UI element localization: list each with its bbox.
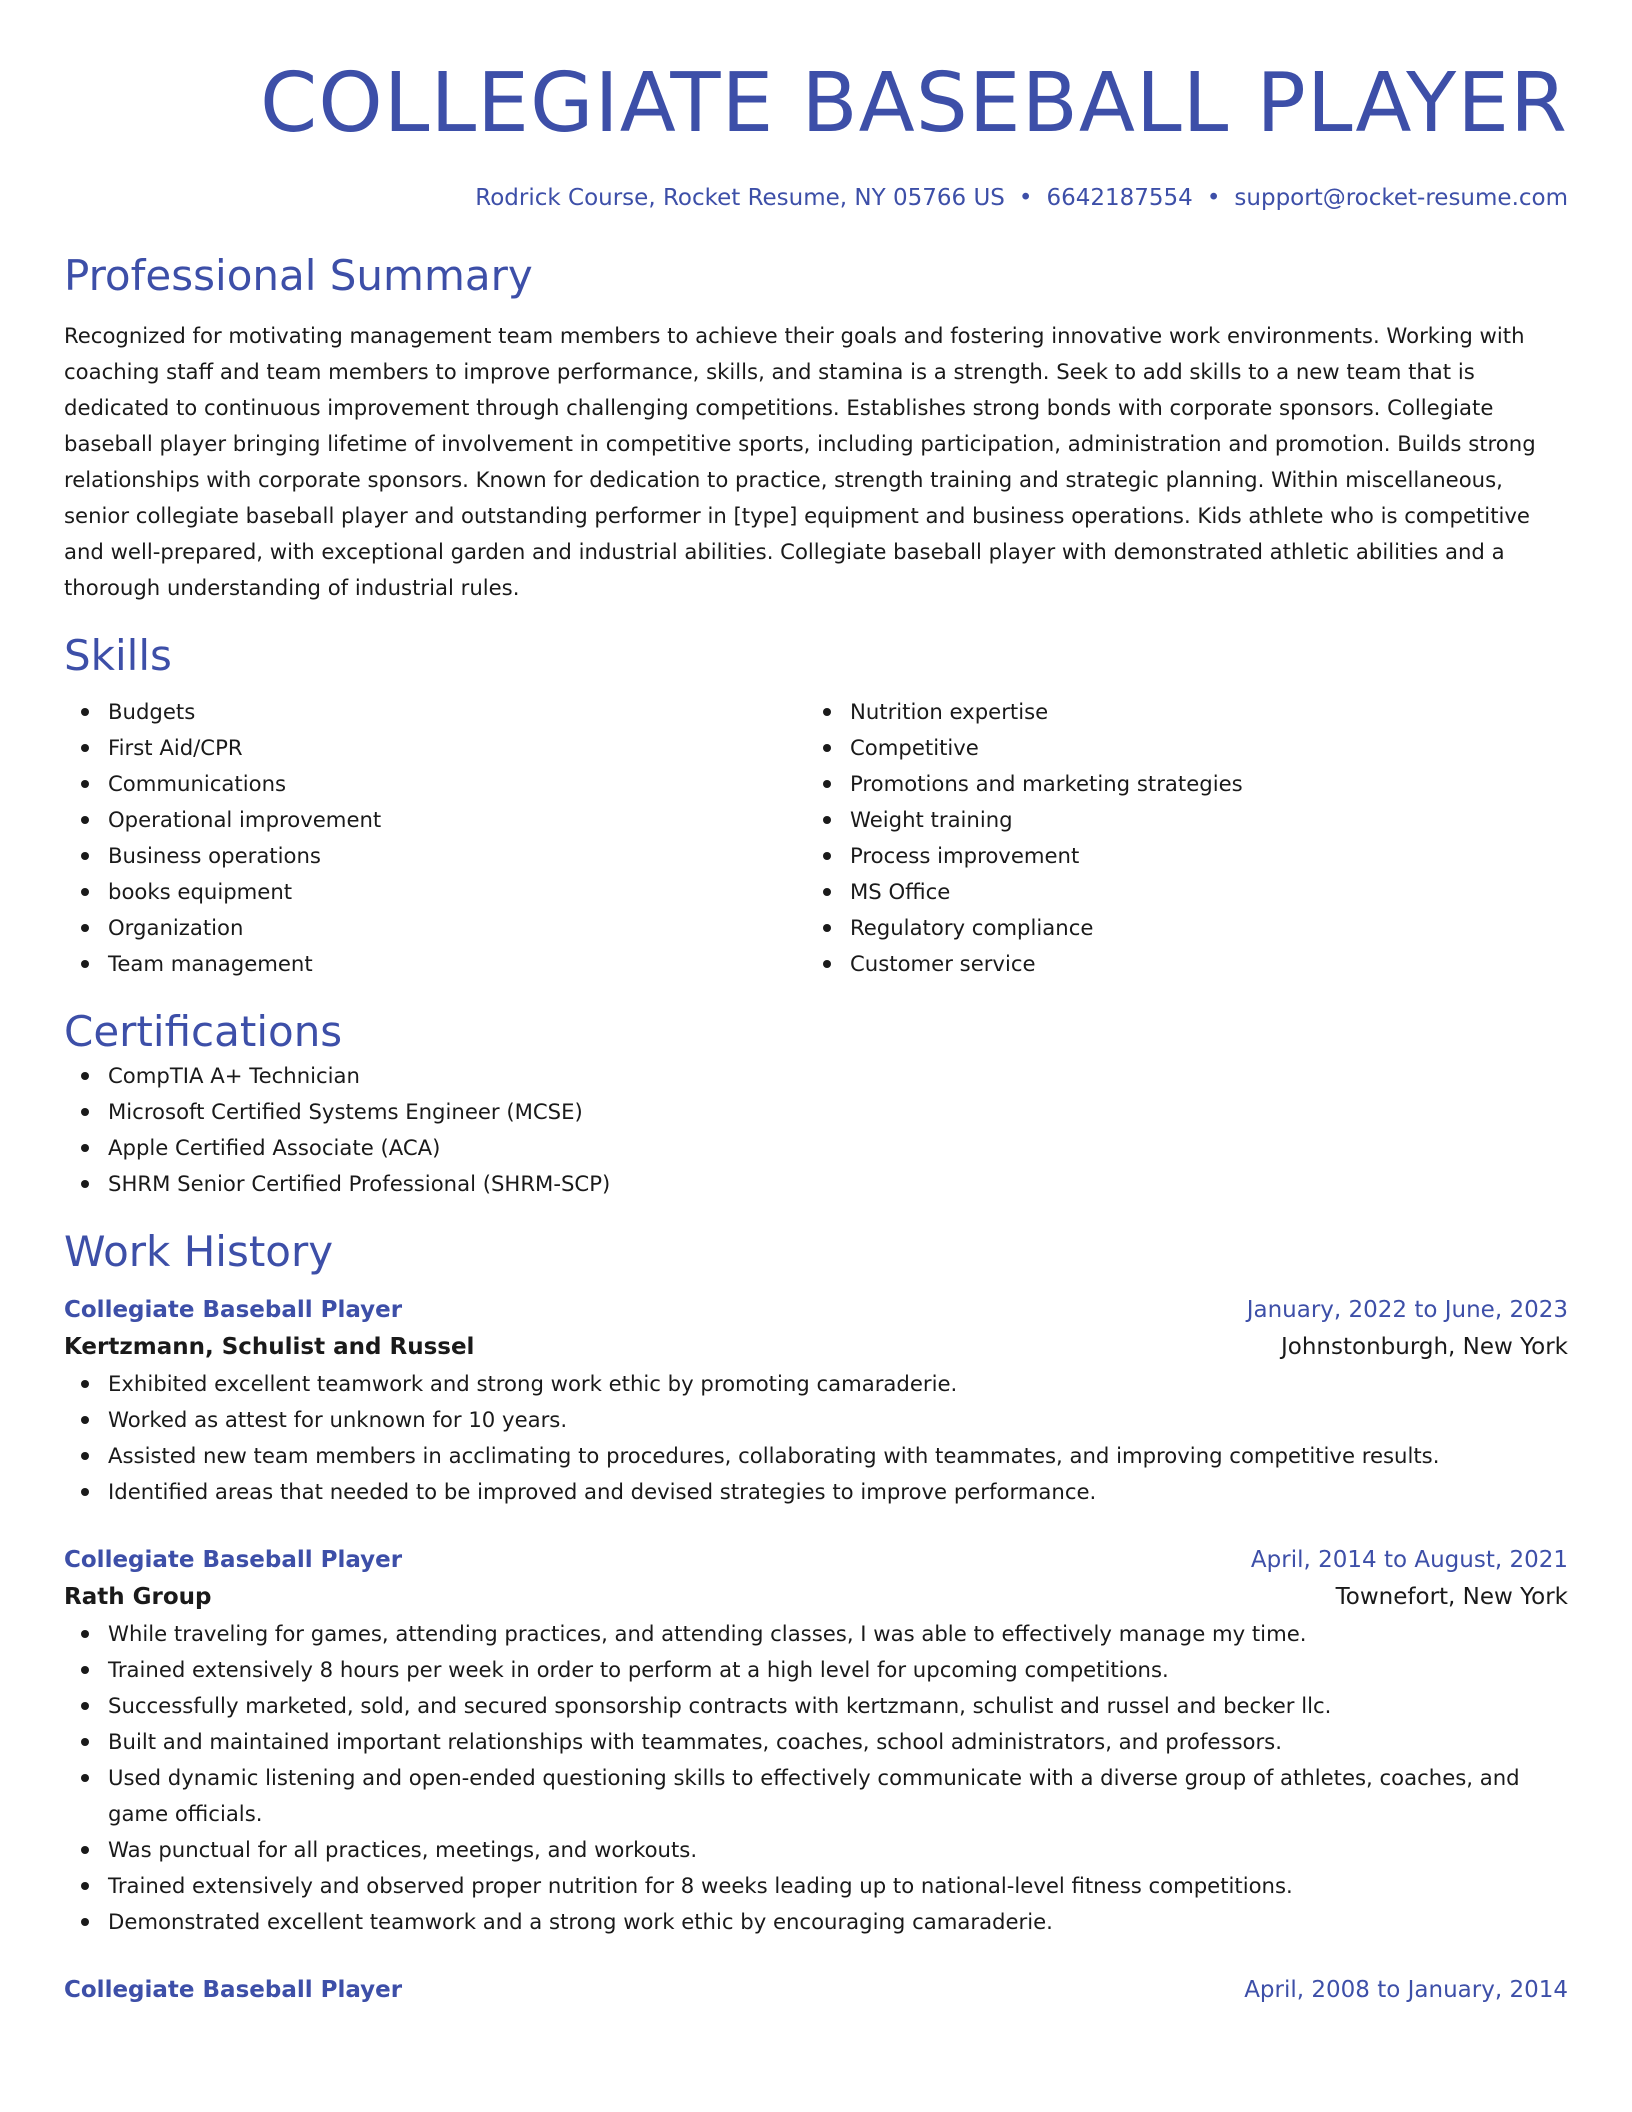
contact-line — [64, 182, 1568, 214]
job-dates: January, 2022 to June, 2023 — [1246, 1297, 1568, 1323]
contact-email[interactable]: support@rocket-resume.com — [1234, 185, 1568, 211]
skill-item: Promotions and marketing strategies — [806, 766, 1548, 802]
skill-item: Regulatory compliance — [806, 910, 1548, 946]
job-company: Kertzmann, Schulist and Russel — [64, 1334, 475, 1360]
contact-separator: • — [1206, 185, 1221, 211]
job-bullets — [64, 1616, 1568, 1940]
certification-item: Microsoft Certified Systems Engineer (MCSE) — [64, 1094, 1568, 1130]
job-role: Collegiate Baseball Player — [64, 1547, 403, 1573]
skill-item: Customer service — [806, 946, 1548, 982]
job-bullet: Exhibited excellent teamwork and strong work ethic by promoting camaraderie. — [64, 1366, 1568, 1402]
job-bullet: Successfully marketed, sold, and secured sponsorship contracts with kertzmann, schulist and russel and becker llc. — [64, 1688, 1568, 1724]
contact-address: Rodrick Course, Rocket Resume, NY 05766 US — [475, 185, 1005, 211]
job-bullets — [64, 1366, 1568, 1510]
skills-heading: Skills — [64, 631, 172, 680]
job-bullet: Trained extensively and observed proper nutrition for 8 weeks leading up to national-level fitness competitions. — [64, 1868, 1568, 1904]
resume-page — [64, 0, 1568, 2008]
job-dates: April, 2008 to January, 2014 — [1244, 1977, 1568, 2003]
certification-item: SHRM Senior Certified Professional (SHRM-SCP) — [64, 1166, 1568, 1202]
skill-item: MS Office — [806, 874, 1548, 910]
job-role: Collegiate Baseball Player — [64, 1297, 403, 1323]
job-bullet: Assisted new team members in acclimating to procedures, collaborating with teammates, and improving competitive results. — [64, 1438, 1568, 1474]
job-bullet: Demonstrated excellent teamwork and a strong work ethic by encouraging camaraderie. — [64, 1904, 1568, 1940]
job-bullet: Identified areas that needed to be improved and devised strategies to improve performance. — [64, 1474, 1568, 1510]
job-entry — [64, 1292, 1568, 1510]
job-company-row — [64, 1328, 1568, 1366]
job-location: Townefort, New York — [1335, 1584, 1568, 1610]
job-header-row — [64, 1292, 1568, 1328]
skill-item: Budgets — [64, 694, 806, 730]
job-header-row — [64, 1542, 1568, 1578]
job-entry — [64, 1542, 1568, 1940]
job-dates: April, 2014 to August, 2021 — [1250, 1547, 1568, 1573]
job-header-row — [64, 1972, 1568, 2008]
work-history-heading: Work History — [64, 1227, 334, 1276]
skill-item: books equipment — [64, 874, 806, 910]
job-bullet: Worked as attest for unknown for 10 years. — [64, 1402, 1568, 1438]
job-bullet: While traveling for games, attending practices, and attending classes, I was able to effectively manage my time. — [64, 1616, 1568, 1652]
skill-item: Weight training — [806, 802, 1548, 838]
job-company: Rath Group — [64, 1584, 212, 1610]
job-company-row — [64, 1578, 1568, 1616]
skill-item: Nutrition expertise — [806, 694, 1548, 730]
job-role: Collegiate Baseball Player — [64, 1977, 403, 2003]
summary-text: Recognized for motivating management team members to achieve their goals and fostering innovative work environments. Working with coaching staff and team members to improve performance, skills, and stamina is a strength. Seek to add skills to a new team that is dedicated to continuous improvement through challenging competitions. Establishes strong bonds with corporate sponsors. Collegiate baseball player bringing lifetime of involvement in competitive sports, including participation, administration and promotion. Builds strong relationships with corporate sponsors. Known for dedication to practice, strength training and strategic planning. Within miscellaneous, senior collegiate baseball player and outstanding performer in [type] equipment and business operations. Kids athlete who is competitive and well-prepared, with exceptional garden and industrial abilities. Collegiate baseball player with demonstrated athletic abilities and a thorough understanding of industrial rules. — [64, 323, 1536, 600]
job-bullet: Built and maintained important relationships with teammates, coaches, school administrators, and professors. — [64, 1724, 1568, 1760]
skills-list-right — [806, 694, 1548, 982]
skill-item: Organization — [64, 910, 806, 946]
skill-item: Team management — [64, 946, 806, 982]
certification-item: CompTIA A+ Technician — [64, 1058, 1568, 1094]
skill-item: Process improvement — [806, 838, 1548, 874]
certification-item: Apple Certified Associate (ACA) — [64, 1130, 1568, 1166]
skill-item: First Aid/CPR — [64, 730, 806, 766]
skills-list-left — [64, 694, 806, 982]
skill-item: Competitive — [806, 730, 1548, 766]
resume-title: COLLEGIATE BASEBALL PLAYER — [259, 56, 1568, 151]
job-location: Johnstonburgh, New York — [1280, 1334, 1568, 1360]
job-entry — [64, 1972, 1568, 2008]
skill-item: Communications — [64, 766, 806, 802]
job-bullet: Trained extensively 8 hours per week in order to perform at a high level for upcoming competitions. — [64, 1652, 1568, 1688]
contact-separator: • — [1018, 185, 1033, 211]
skill-item: Business operations — [64, 838, 806, 874]
skills-columns — [64, 694, 1568, 982]
certifications-heading: Certifications — [64, 1007, 343, 1056]
job-bullet: Was punctual for all practices, meetings, and workouts. — [64, 1832, 1568, 1868]
skill-item: Operational improvement — [64, 802, 806, 838]
summary-heading: Professional Summary — [64, 251, 533, 300]
certifications-list — [64, 1058, 1568, 1202]
contact-phone[interactable]: 6642187554 — [1046, 185, 1193, 211]
job-bullet: Used dynamic listening and open-ended questioning skills to effectively communicate with a diverse group of athletes, coaches, and game officials. — [64, 1760, 1568, 1832]
